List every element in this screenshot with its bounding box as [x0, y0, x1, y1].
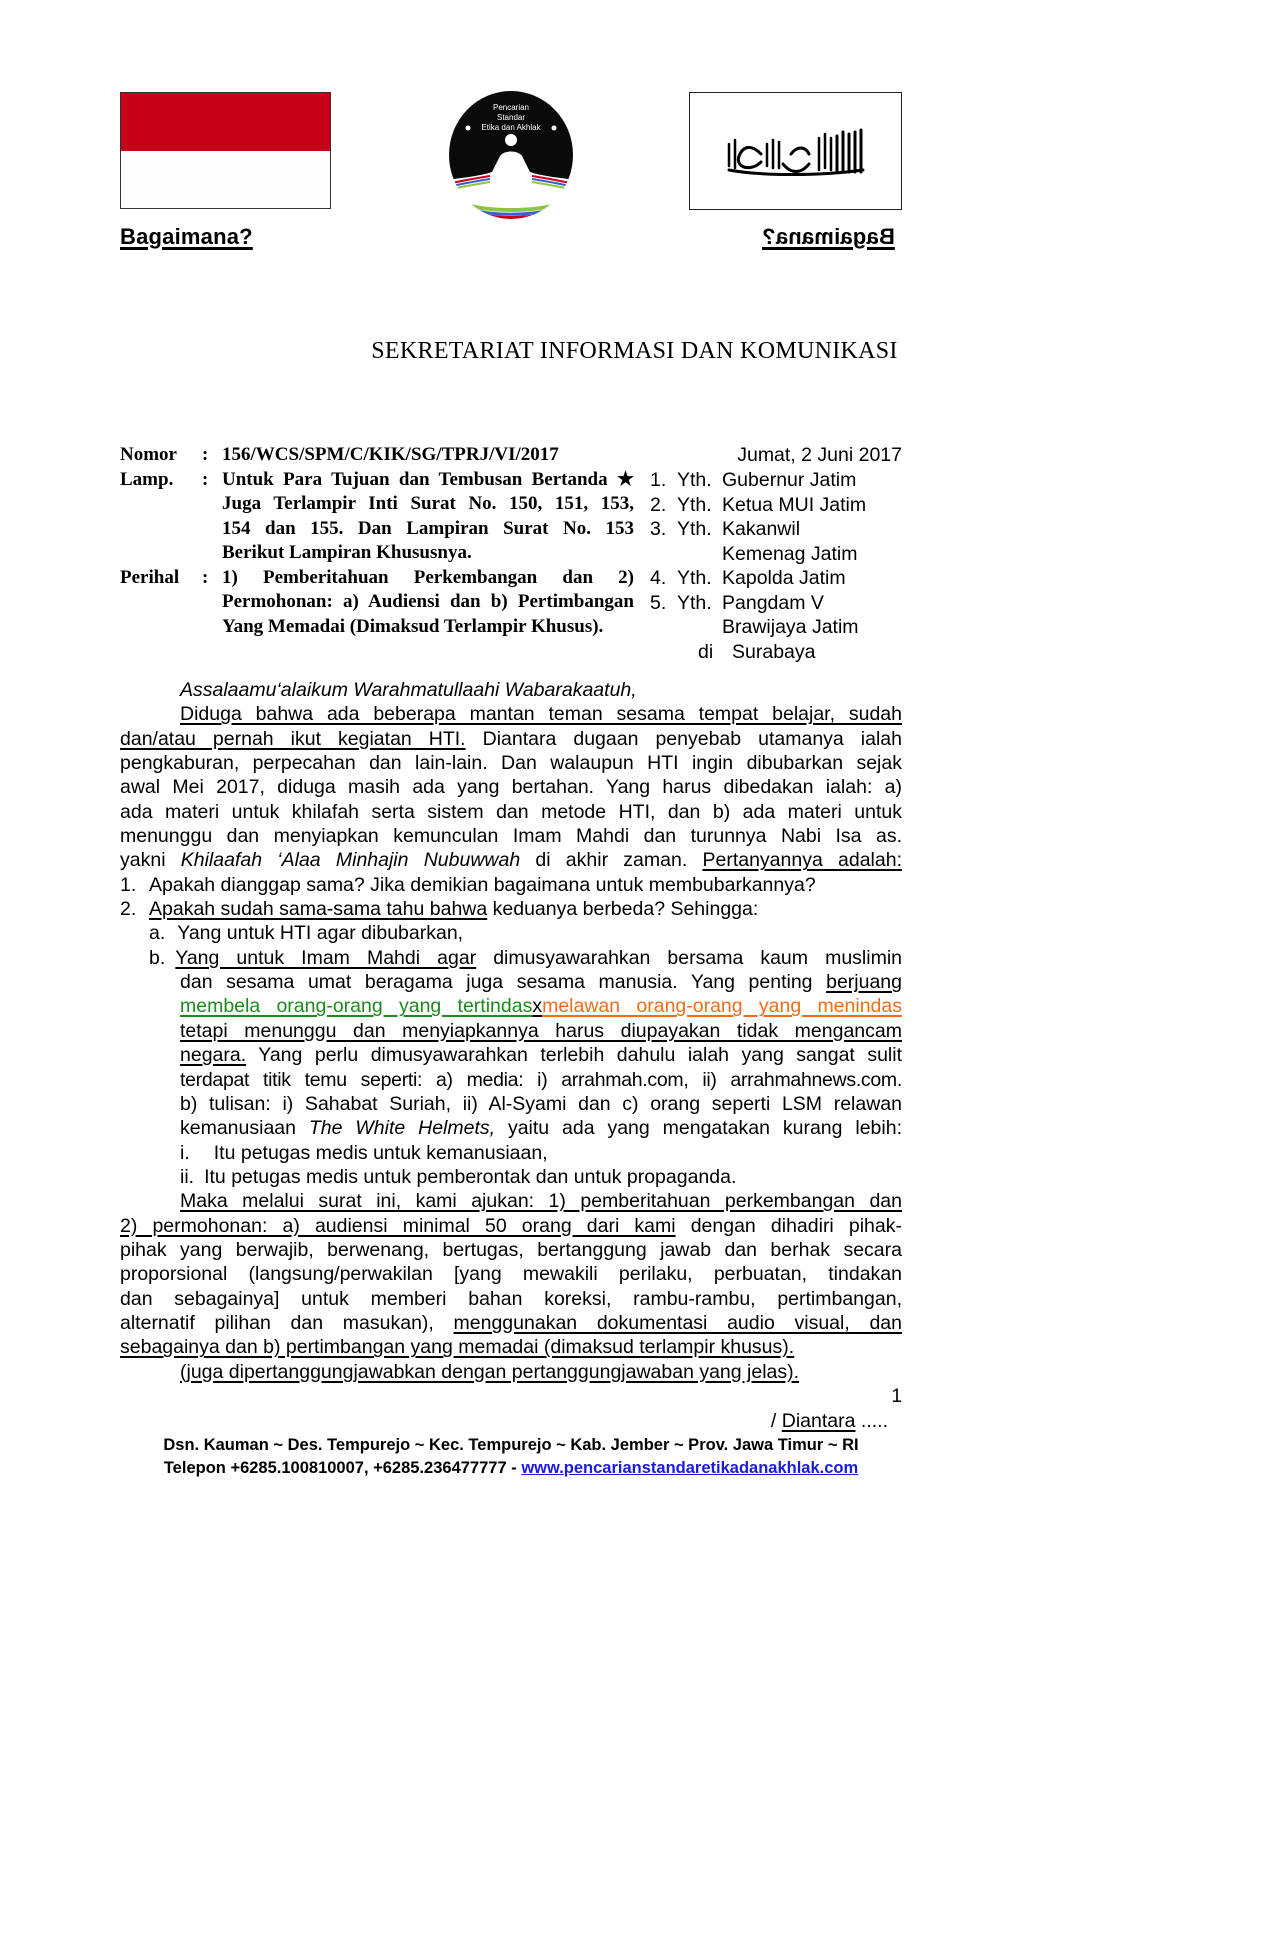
sub-item-b	[120, 946, 902, 970]
continuation-dots: .....	[855, 1410, 888, 1432]
perihal-line: 1) Pemberitahuan Perkembangan dan 2)	[222, 566, 634, 588]
nomor-value: 156/WCS/SPM/C/KIK/SG/TPRJ/VI/2017	[222, 444, 559, 465]
logo-line-2: Standar	[496, 113, 526, 122]
body-line	[120, 1360, 902, 1384]
recipient-item-continued	[650, 542, 910, 567]
recipient-name: Brawijaya Jatim	[722, 616, 859, 638]
logo-line-3: Etika dan Akhlak	[481, 123, 541, 132]
recipient-item	[650, 493, 910, 518]
body-line	[120, 1335, 902, 1359]
body-line	[120, 1311, 902, 1335]
underlined-text: 2) permohonan: a) audiensi minimal 50 orang dari kami	[120, 1214, 676, 1237]
lamp-label: Lamp.	[120, 468, 174, 490]
green-underlined-text: membela orang-orang yang tertindas	[180, 995, 533, 1018]
body-line	[120, 1214, 902, 1238]
recipient-number: 3.	[650, 518, 667, 540]
underlined-text: Maka melalui surat ini, kami ajukan: 1) pemberitahuan perkembangan dan	[180, 1190, 902, 1213]
roman-item	[120, 1141, 902, 1165]
text: keduanya berbeda? Sehingga:	[487, 898, 759, 921]
body-line: dan sebagainya] untuk memberi bahan koreksi, rambu-rambu, pertimbangan,	[120, 1287, 902, 1310]
text: di akhir zaman.	[520, 849, 703, 872]
recipient-prefix: Yth.	[677, 469, 712, 491]
body-line: proporsional (langsung/perwakilan [yang mewakili perilaku, perbuatan, tindakan	[120, 1263, 902, 1286]
body-line: pihak yang berwajib, berwenang, bertugas, bertanggung jawab dan berhak secara	[120, 1238, 902, 1261]
text: dengan dihadiri pihak-	[675, 1214, 902, 1237]
recipient-location	[650, 640, 910, 665]
location-city: Surabaya	[732, 640, 816, 663]
logo-disc-icon	[446, 88, 576, 222]
arabic-calligraphy-icon	[721, 124, 871, 179]
sub-item-a	[120, 921, 902, 945]
website-link[interactable]: www.pencarianstandaretikadanakhlak.com	[521, 1459, 859, 1477]
body-line: pengkaburan, perpecahan dan lain-lain. Dan walaupun HTI ingin dibubarkan sejak	[120, 752, 902, 775]
question-heading-left: Bagaimana?	[120, 224, 253, 249]
underlined-text: tetapi menunggu dan menyiapkannya harus diupayakan tidak mengancam	[180, 1019, 902, 1042]
underlined-text: (juga dipertanggungjawabkan dengan pertanggungjawaban yang jelas).	[180, 1360, 800, 1383]
body-line	[120, 727, 902, 751]
perihal-label: Perihal	[120, 566, 180, 588]
lamp-line: Juga Terlampir Inti Surat No. 150, 151, 153,	[222, 493, 634, 514]
recipient-name: Kemenag Jatim	[722, 542, 858, 565]
lamp-line: Untuk Para Tujuan dan Tembusan Bertanda ★	[222, 468, 634, 490]
body-line	[120, 1043, 902, 1067]
lamp-line: 154 dan 155. Dan Lampiran Surat No. 153	[222, 517, 634, 539]
perihal-value	[222, 566, 634, 640]
orange-underlined-text: melawan orang-orang yang menindas	[542, 995, 902, 1018]
continuation-marker	[740, 1410, 888, 1433]
recipient-prefix: Yth.	[677, 567, 712, 589]
perihal-colon: :	[202, 566, 209, 588]
slash: /	[770, 1410, 782, 1432]
recipient-item	[650, 566, 910, 591]
nomor-colon: :	[202, 444, 209, 465]
underlined-text: Yang untuk Imam Mahdi agar	[175, 946, 477, 969]
recipient-item	[650, 468, 910, 493]
question-text: Apakah dianggap sama? Jika demikian bagaimana untuk membubarkannya?	[149, 873, 816, 896]
body-line	[120, 702, 902, 726]
page-title: SEKRETARIAT INFORMASI DAN KOMUNIKASI	[371, 338, 898, 364]
underlined-text: menggunakan dokumentasi audio visual, dan	[453, 1311, 902, 1334]
underlined-text: Diduga bahwa ada beberapa mantan teman sesama tempat belajar, sudah	[180, 703, 902, 726]
recipient-list	[650, 468, 910, 664]
perihal-line: Permohonan: a) Audiensi dan b) Pertimbangan	[222, 591, 634, 612]
underlined-text: sebagainya dan b) pertimbangan yang memadai (dimaksud terlampir khusus).	[120, 1336, 795, 1359]
list-letter: b.	[149, 946, 166, 969]
roman-text: Itu petugas medis untuk kemanusiaan,	[213, 1141, 548, 1164]
recipient-number: 2.	[650, 493, 667, 516]
recipient-prefix: Yth.	[677, 518, 712, 540]
text: kemanusiaan	[180, 1117, 309, 1140]
letter-body	[120, 678, 902, 1384]
page-number: 1	[891, 1386, 902, 1407]
question-item	[120, 897, 902, 921]
recipient-number: 5.	[650, 591, 667, 614]
separator-x: x	[532, 995, 543, 1018]
indonesian-flag	[120, 92, 331, 209]
recipient-name: Ketua MUI Jatim	[722, 493, 867, 516]
tawhid-flag	[689, 92, 902, 210]
recipient-name: Gubernur Jatim	[722, 469, 857, 491]
body-line: ada materi untuk khilafah serta sistem dan metode HTI, dan b) ada materi untuk	[120, 800, 902, 823]
footer-address: Dsn. Kauman ~ Des. Tempurejo ~ Kec. Tempurejo ~ Kab. Jember ~ Prov. Jawa Timur ~ RI	[163, 1436, 859, 1454]
recipient-item-continued	[650, 615, 910, 640]
text: alternatif pilihan dan masukan),	[120, 1311, 454, 1334]
body-line: terdapat titik temu seperti: a) media: i) arrahmah.com, ii) arrahmahnews.com.	[180, 1068, 902, 1091]
body-line: awal Mei 2017, diduga masih ada yang bertahan. Yang harus dibedakan ialah: a)	[120, 776, 902, 799]
continuation-word: Diantara	[781, 1410, 856, 1432]
recipient-number: 1.	[650, 469, 667, 491]
recipient-name: Kakanwil	[722, 518, 801, 540]
list-roman: ii.	[180, 1165, 195, 1188]
lamp-value	[222, 468, 634, 566]
italic-text: Khilaafah ‘Alaa Minhajin Nubuwwah	[180, 849, 521, 872]
underlined-text: Apakah sudah sama-sama tahu bahwa	[149, 898, 488, 921]
text: dan sesama umat beragama juga sesama manusia. Yang penting	[180, 971, 827, 994]
body-line: b) tulisan: i) Sahabat Suriah, ii) Al-Syami dan c) orang seperti LSM relawan	[180, 1092, 902, 1115]
list-number: 2.	[120, 898, 137, 921]
underlined-text: dan/atau pernah ikut kegiatan HTI.	[120, 727, 466, 750]
recipient-prefix: Yth.	[677, 493, 712, 516]
roman-text: Itu petugas medis untuk pemberontak dan untuk propaganda.	[204, 1165, 737, 1188]
lamp-line: Berikut Lampiran Khususnya.	[222, 542, 472, 563]
underlined-text: negara.	[180, 1044, 247, 1067]
question-heading-mirrored: Bagaimana?	[762, 224, 895, 249]
text: yaitu ada yang mengatakan kurang lebih:	[495, 1117, 902, 1140]
question-item	[120, 873, 902, 897]
recipient-item	[650, 517, 910, 542]
greeting: Assalaamu‘alaikum Warahmatullaahi Wabarakaatuh,	[180, 679, 637, 701]
footer-contact	[120, 1459, 902, 1478]
recipient-item	[650, 591, 910, 616]
footer-phone: Telepon +6285.100810007, +6285.236477777 -	[163, 1459, 522, 1477]
body-line	[120, 1189, 902, 1213]
list-letter: a.	[149, 922, 166, 945]
roman-item	[120, 1165, 902, 1189]
organization-logo	[446, 88, 576, 222]
letter-date: Jumat, 2 Juni 2017	[737, 444, 902, 466]
text: dimusyawarahkan bersama kaum muslimin	[476, 946, 902, 969]
body-line	[120, 994, 902, 1018]
recipient-prefix: Yth.	[677, 591, 712, 614]
italic-text: The White Helmets,	[308, 1117, 496, 1140]
list-roman: i.	[180, 1141, 190, 1164]
sub-item-text: Yang untuk HTI agar dibubarkan,	[177, 922, 464, 945]
flag-white-band	[121, 151, 330, 209]
lamp-colon: :	[202, 468, 209, 490]
body-line	[120, 1019, 902, 1043]
recipient-name: Kapolda Jatim	[722, 567, 846, 589]
text: Yang perlu dimusyawarahkan terlebih dahulu ialah yang sangat sulit	[246, 1044, 902, 1067]
text: Diantara dugaan penyebab utamanya ialah	[465, 727, 902, 750]
underlined-text: berjuang	[826, 971, 902, 994]
recipient-number: 4.	[650, 567, 667, 589]
body-line	[120, 848, 902, 872]
body-line	[120, 970, 902, 994]
perihal-line: Yang Memadai (Dimaksud Terlampir Khusus).	[222, 615, 604, 637]
body-line	[120, 1116, 902, 1140]
nomor-label: Nomor	[120, 444, 177, 465]
list-number: 1.	[120, 873, 137, 896]
body-line: menunggu dan menyiapkan kemunculan Imam Mahdi dan turunnya Nabi Isa as.	[120, 825, 902, 848]
logo-line-1: Pencarian	[492, 103, 530, 112]
location-prefix: di	[698, 640, 714, 663]
recipient-name: Pangdam V	[722, 591, 824, 614]
underlined-text: Pertanyannya adalah:	[702, 849, 902, 872]
text: yakni	[120, 849, 181, 872]
flag-red-band	[121, 93, 330, 151]
